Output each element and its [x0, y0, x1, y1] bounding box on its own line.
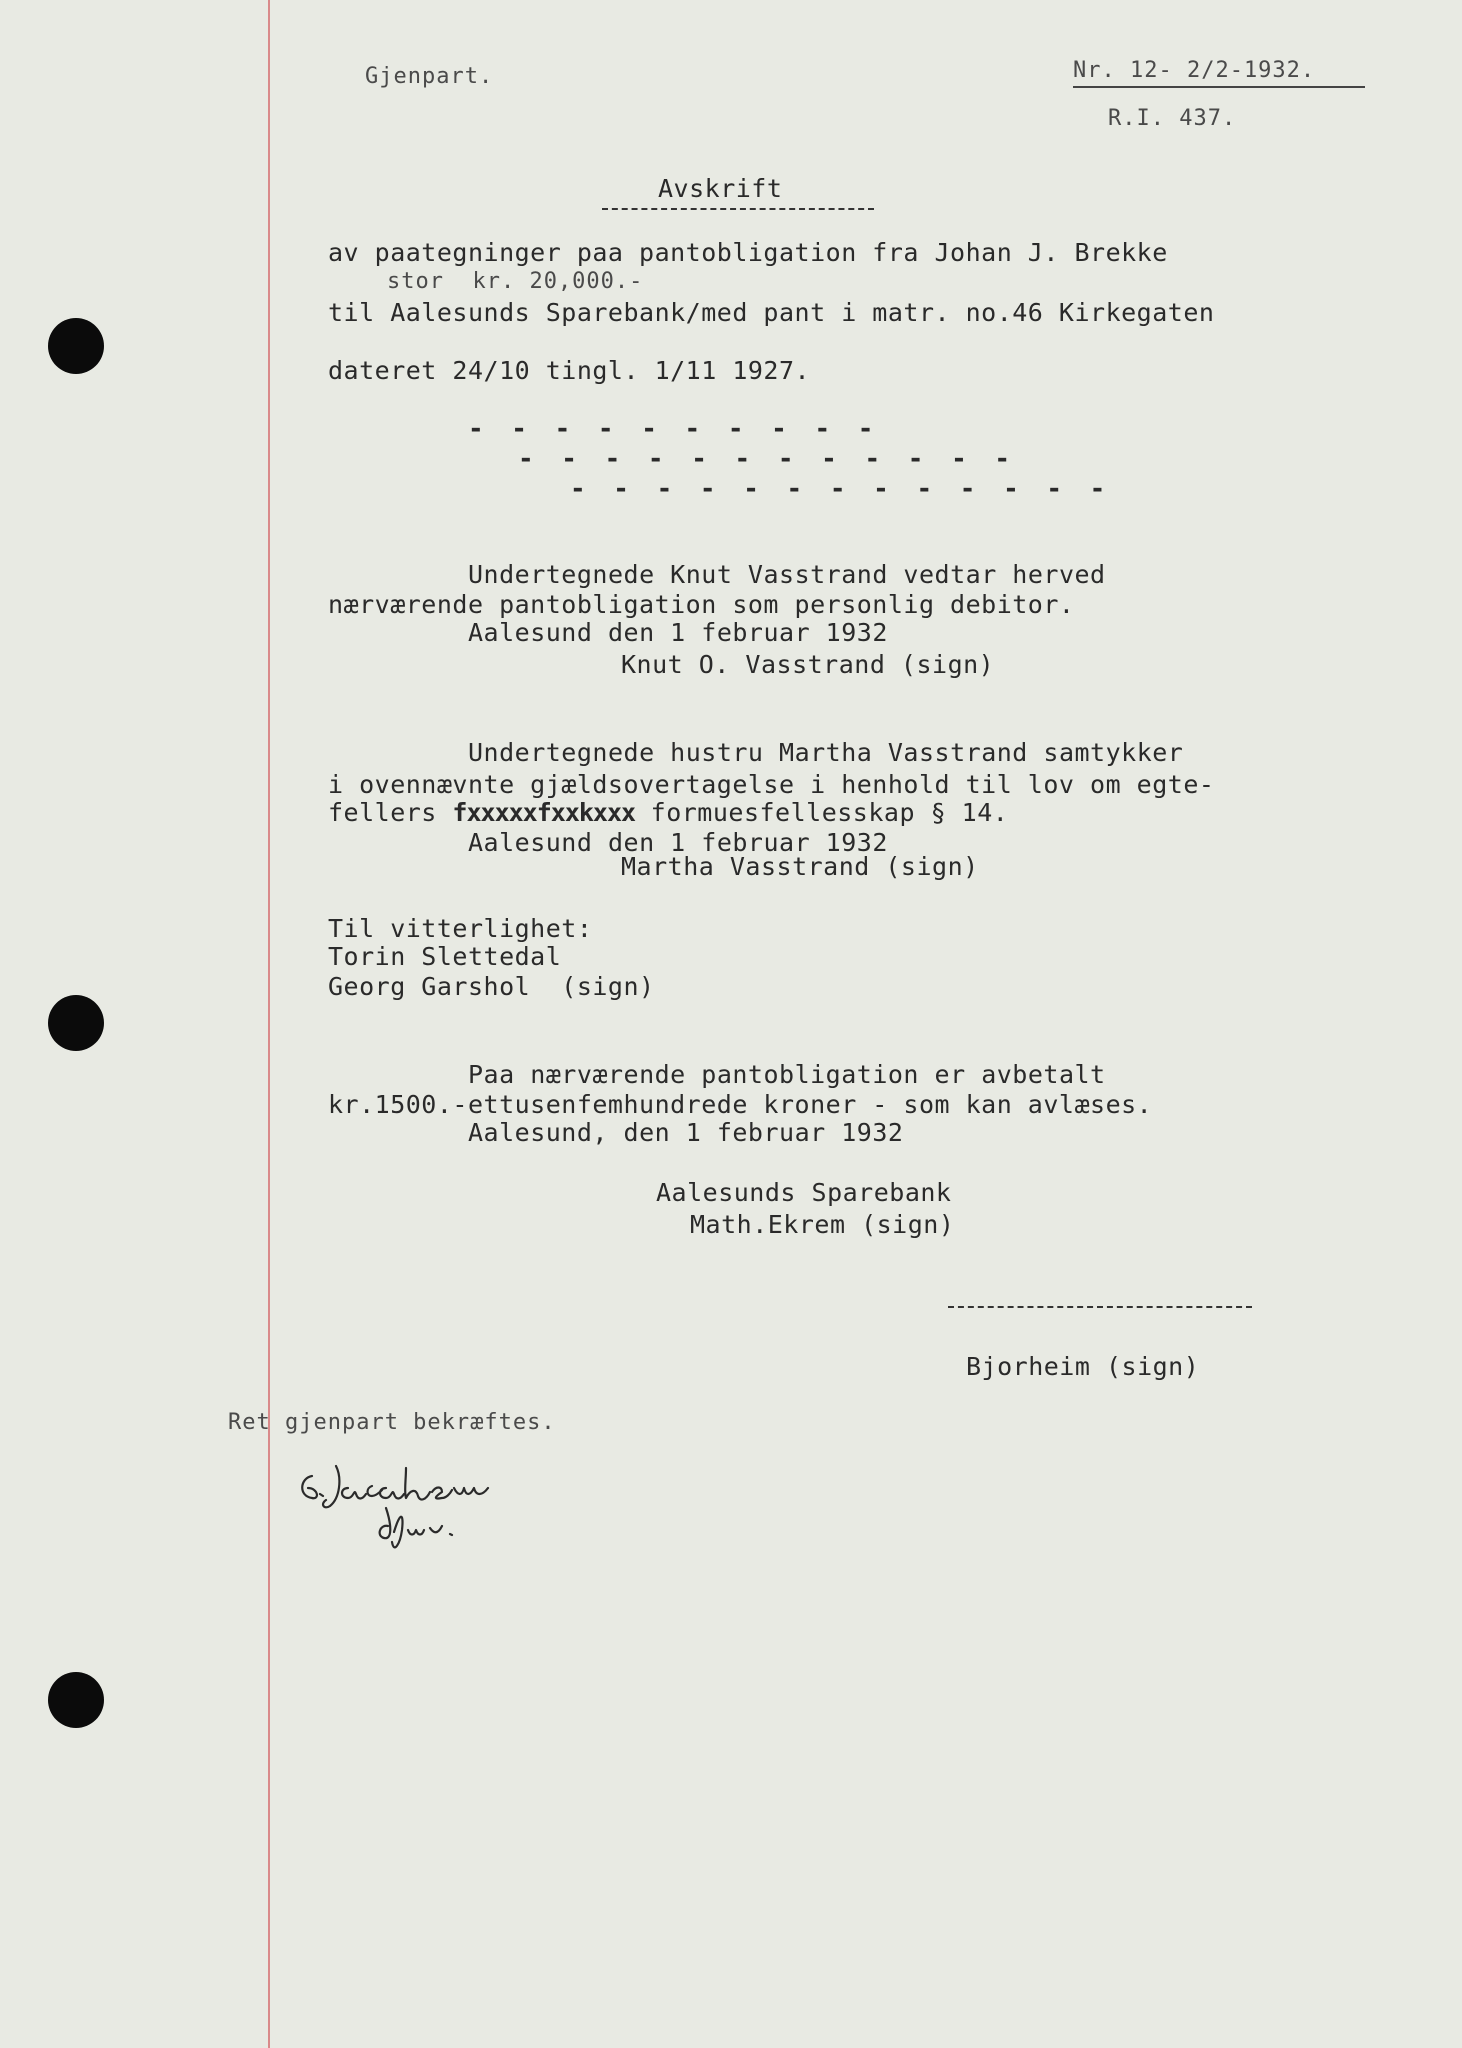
intro-line-2: stor kr. 20,000.- [387, 269, 644, 294]
para1-line-3: Aalesund den 1 februar 1932 [468, 618, 888, 647]
certification-text: Ret gjenpart bekræftes. [228, 1410, 556, 1435]
para2-line-1: Undertegnede hustru Martha Vasstrand samtykker [468, 738, 1184, 767]
para2-line-3-end: formuesfellesskap § 14. [635, 798, 1009, 827]
intro-line-1: av paategninger paa pantobligation fra Johan J. Brekke [328, 238, 1168, 267]
para1-line-2: nærværende pantobligation som personlig debitor. [328, 590, 1075, 619]
struck-out-text: fxxxxxfxxkxxx [452, 798, 636, 827]
document-number-underline [1073, 86, 1365, 88]
para3-line-3: Aalesund, den 1 februar 1932 [468, 1118, 904, 1147]
para2-line-3-start: fellers [328, 798, 453, 827]
document-number: Nr. 12- 2/2-1932. [1073, 58, 1316, 83]
closing-signer: Bjorheim (sign) [966, 1352, 1200, 1381]
para1-signature: Knut O. Vasstrand (sign) [621, 650, 995, 679]
document-title: Avskrift [658, 174, 783, 203]
register-reference: R.I. 437. [1108, 106, 1237, 131]
copy-label: Gjenpart. [365, 64, 494, 89]
separator-row-3: - - - - - - - - - - - - - [570, 474, 1112, 504]
bank-name: Aalesunds Sparebank [656, 1178, 952, 1207]
punch-hole-bottom [48, 1672, 104, 1728]
punch-hole-top [48, 318, 104, 374]
para2-line-3 [328, 800, 1008, 825]
para2-signature: Martha Vasstrand (sign) [621, 852, 979, 881]
para1-line-1: Undertegnede Knut Vasstrand vedtar herved [468, 560, 1106, 589]
bank-signer: Math.Ekrem (sign) [690, 1210, 955, 1239]
separator-row-1: - - - - - - - - - - [468, 414, 880, 444]
title-underline [602, 208, 874, 210]
witness-label: Til vitterlighet: [328, 914, 593, 943]
para2-line-4: Aalesund den 1 februar 1932 [468, 828, 888, 857]
witness-name-1: Torin Slettedal [328, 942, 562, 971]
handwritten-signature [290, 1448, 550, 1558]
punch-hole-middle [48, 995, 104, 1051]
para3-line-2: kr.1500.-ettusenfemhundrede kroner - som kan avlæses. [328, 1090, 1153, 1119]
intro-line-3: til Aalesunds Sparebank/med pant i matr. no.46 Kirkegaten [328, 298, 1215, 327]
closing-rule [948, 1306, 1252, 1308]
witness-name-2: Georg Garshol (sign) [328, 972, 655, 1001]
red-margin-line [268, 0, 270, 2048]
para3-line-1: Paa nærværende pantobligation er avbetalt [468, 1060, 1106, 1089]
separator-row-2: - - - - - - - - - - - - [518, 444, 1017, 474]
para2-line-2: i ovennævnte gjældsovertagelse i henhold til lov om egte- [328, 770, 1215, 799]
intro-line-4: dateret 24/10 tingl. 1/11 1927. [328, 356, 811, 385]
